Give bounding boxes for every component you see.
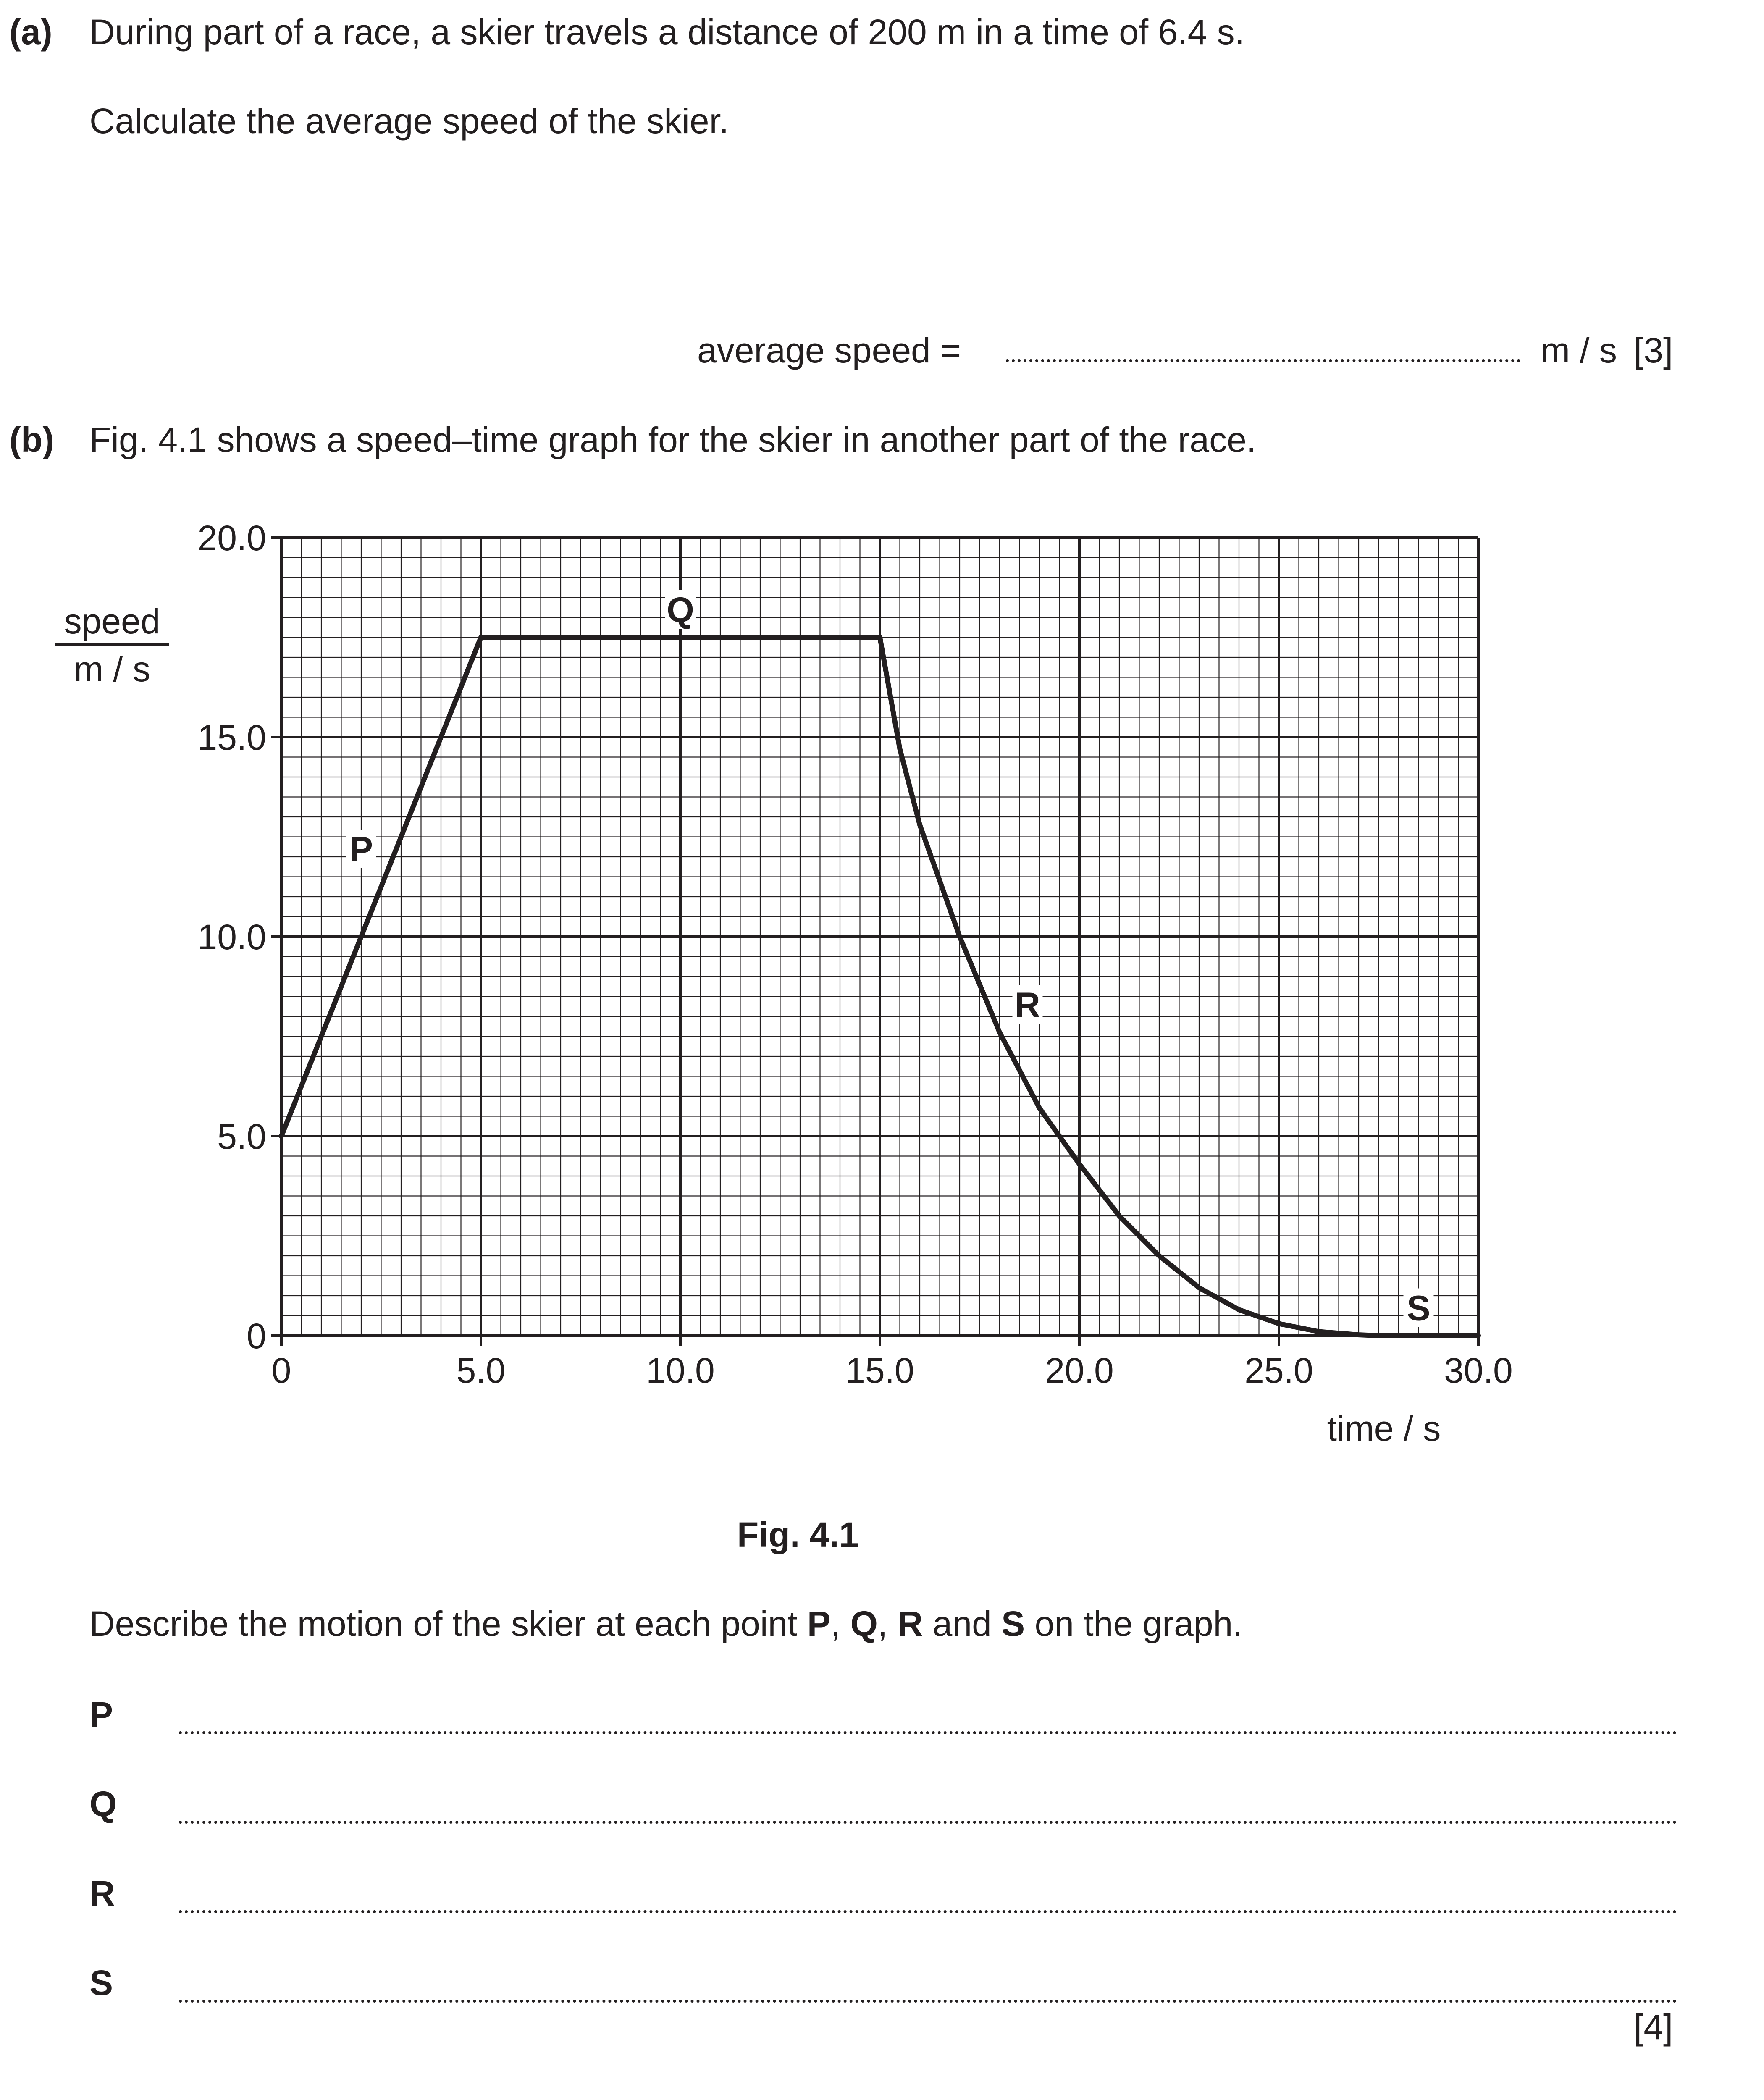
describe-suffix: on the graph. [1025,1604,1243,1643]
answer-line-q[interactable] [179,1821,1677,1824]
describe-point-p: P [807,1604,831,1643]
describe-sep-1: , [830,1604,850,1643]
answer-letter-r: R [89,1874,115,1913]
x-tick-label: 0 [271,1351,291,1390]
y-axis-label-unit: m / s [74,649,150,689]
answer-letter-q: Q [89,1784,117,1824]
average-speed-label: average speed = [697,331,961,370]
part-b-question: Fig. 4.1 shows a speed–time graph for the skier in another part of the race. [89,420,1257,459]
x-axis-label: time / s [1327,1409,1441,1448]
part-a-question: During part of a race, a skier travels a distance of 200 m in a time of 6.4 s. [89,12,1244,52]
point-label-s: S [1407,1288,1431,1328]
answer-letter-s: S [89,1963,113,2003]
part-a-instruction: Calculate the average speed of the skier. [89,101,729,141]
part-a-marks: [3] [1634,331,1673,370]
answer-row-p [89,1697,1677,1739]
describe-point-q: Q [850,1604,878,1643]
average-speed-unit: m / s [1541,331,1617,370]
answer-row-q [89,1786,1677,1828]
x-tick-label: 20.0 [1045,1351,1114,1390]
x-tick-label: 25.0 [1244,1351,1313,1390]
y-tick-label: 10.0 [197,917,266,957]
figure-caption: Fig. 4.1 [737,1515,859,1554]
graph-axes [271,538,1478,1346]
point-label-p: P [349,830,373,869]
describe-and: and [923,1604,1002,1643]
y-tick-label: 0 [247,1316,266,1356]
x-tick-label: 30.0 [1444,1351,1513,1390]
x-tick-label: 10.0 [646,1351,715,1390]
y-tick-label: 5.0 [217,1117,266,1156]
answer-line-r[interactable] [179,1910,1677,1913]
answer-row-s [89,1965,1677,2007]
part-b-label: (b) [9,420,55,459]
describe-instruction [89,1606,1243,1641]
y-axis-label-quantity: speed [64,601,160,641]
x-tick-label: 5.0 [456,1351,506,1390]
answer-line-p[interactable] [179,1731,1677,1734]
y-tick-label: 20.0 [197,518,266,558]
describe-point-s: S [1001,1604,1025,1643]
describe-sep-2: , [877,1604,898,1643]
answer-row-r [89,1876,1677,1918]
part-a-label: (a) [9,12,52,52]
answer-letter-p: P [89,1695,113,1734]
describe-prefix: Describe the motion of the skier at each point [89,1604,807,1643]
describe-point-r: R [897,1604,923,1643]
y-tick-label: 15.0 [197,718,266,757]
part-b-marks: [4] [1634,2007,1673,2047]
point-label-q: Q [667,590,694,630]
tick-labels [198,518,1513,1390]
answer-line-s[interactable] [179,2000,1677,2003]
point-label-r: R [1015,985,1040,1025]
x-tick-label: 15.0 [845,1351,914,1390]
